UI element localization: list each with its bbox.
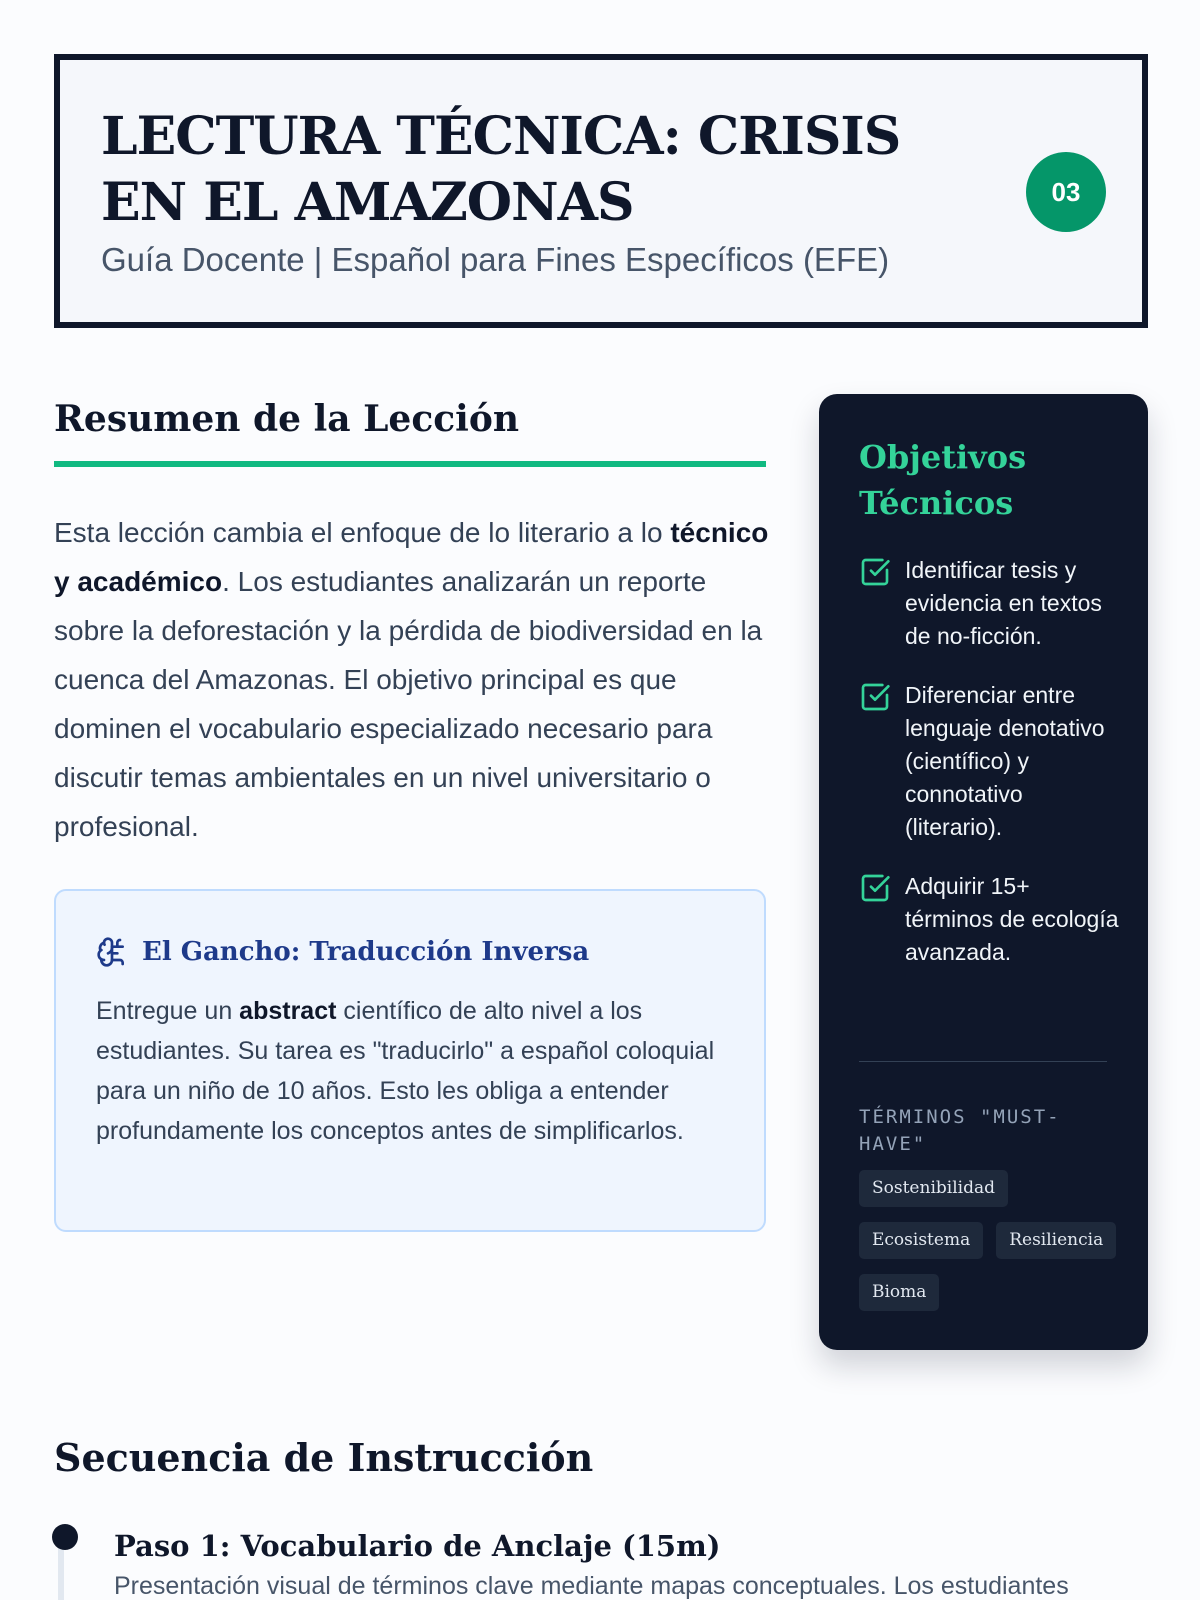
summary-text-start: Esta lección cambia el enfoque de lo literario a lo <box>54 517 671 548</box>
checkbox-checked-icon <box>859 872 891 904</box>
terms-label: TÉRMINOS "MUST-HAVE" <box>859 1106 1061 1155</box>
term-tag: Resiliencia <box>996 1222 1116 1259</box>
objective-item <box>859 679 1119 844</box>
summary-heading: Resumen de la Lección <box>54 398 520 440</box>
sequence-heading: Secuencia de Instrucción <box>54 1435 594 1480</box>
hook-title: El Gancho: Traducción Inversa <box>142 937 590 967</box>
objective-item <box>859 554 1119 653</box>
objective-text: Identificar tesis y evidencia en textos de no-ficción. <box>905 557 1102 649</box>
summary-paragraph <box>54 508 774 851</box>
term-tag: Sostenibilidad <box>859 1170 1008 1207</box>
sidebar-divider <box>859 1061 1107 1062</box>
hook-text-end: científico de alto nivel a los estudiantes. Su tarea es "traducirlo" a español coloquial para un niño de 10 años. Esto les obliga a entender profundamente los conceptos antes de simplificarlos. <box>96 997 715 1145</box>
objective-text: Diferenciar entre lenguaje denotativo (científico) y connotativo (literario). <box>905 682 1105 840</box>
objectives-heading: Objetivos Técnicos <box>859 438 1027 522</box>
hook-callout <box>54 889 766 1232</box>
objectives-sidebar <box>819 394 1148 1350</box>
lesson-header <box>54 54 1148 328</box>
checkbox-checked-icon <box>859 556 891 588</box>
timeline-dot <box>52 1524 78 1550</box>
hook-header <box>96 935 589 969</box>
term-tag: Ecosistema <box>859 1222 983 1259</box>
objective-item <box>859 870 1119 969</box>
page-title: LECTURA TÉCNICA: CRISIS EN EL AMAZONAS <box>101 106 901 233</box>
brain-icon <box>96 935 128 969</box>
checkbox-checked-icon <box>859 681 891 713</box>
hook-text-start: Entregue un <box>96 997 240 1025</box>
summary-divider <box>54 461 766 467</box>
objectives-list <box>859 554 1119 995</box>
step-description: Presentación visual de términos clave mediante mapas conceptuales. Los estudiantes <box>114 1572 1069 1600</box>
page-subtitle: Guía Docente | Español para Fines Específicos (EFE) <box>101 241 890 278</box>
summary-text-bold: técnico y académico <box>54 517 769 597</box>
summary-text-end: . Los estudiantes analizarán un reporte sobre la deforestación y la pérdida de biodiversidad en la cuenca del Amazonas. El objetivo principal es que dominen el vocabulario especializado necesario para discutir temas ambientales en un nivel universitario o profesional. <box>54 566 763 842</box>
term-tag: Bioma <box>859 1274 939 1311</box>
objective-text: Adquirir 15+ términos de ecología avanzada. <box>905 873 1119 965</box>
step-title: Paso 1: Vocabulario de Anclaje (15m) <box>114 1529 721 1563</box>
lesson-number-badge: 03 <box>1026 152 1106 232</box>
hook-text-bold: abstract <box>239 997 337 1025</box>
terms-tag-list <box>859 1170 1119 1311</box>
hook-paragraph <box>96 991 726 1151</box>
